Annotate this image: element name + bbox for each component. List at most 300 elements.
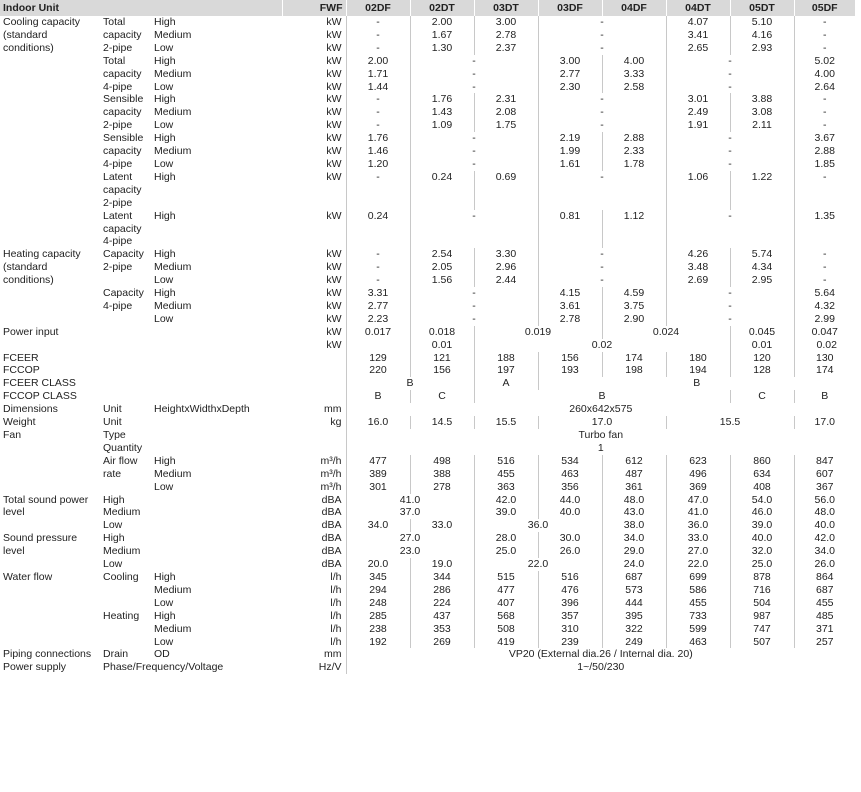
value-cell: 0.019 <box>474 326 602 339</box>
blank-cell <box>0 339 282 352</box>
value-cell: 407 <box>474 597 538 610</box>
value-cell: 38.0 <box>602 519 666 532</box>
value-cell: - <box>794 93 855 106</box>
unit-label: dBA <box>321 558 342 571</box>
unit-label: m³/h <box>320 467 342 480</box>
value-cell: 2.30 <box>538 81 602 94</box>
table-row <box>0 442 859 455</box>
unit-label: kW <box>326 274 342 287</box>
table-row <box>0 403 859 416</box>
table-row <box>0 377 859 390</box>
unit-label: kW <box>326 325 342 338</box>
level-label: Low <box>154 312 174 325</box>
value-cell: - <box>666 68 794 81</box>
table-row <box>0 494 859 507</box>
value-cell: 371 <box>794 623 855 636</box>
table-row <box>0 558 859 571</box>
table-row <box>0 429 859 442</box>
value-cell: 322 <box>602 623 666 636</box>
value-cell: 1.78 <box>602 158 666 171</box>
value-cell: 120 <box>730 352 794 365</box>
value-cell: 607 <box>794 468 855 481</box>
unit-label: kW <box>326 287 342 300</box>
value-cell: 3.75 <box>602 300 666 313</box>
latent-2pipe-label: Latent capacity 2-pipe <box>103 170 142 209</box>
value-cell: - <box>538 171 666 210</box>
value-cell: 0.02 <box>474 339 730 352</box>
value-cell: - <box>794 119 855 132</box>
fan-label: Fan <box>3 429 22 441</box>
value-cell: - <box>410 145 538 158</box>
value-cell: 42.0 <box>794 532 855 545</box>
value-cell: 573 <box>602 584 666 597</box>
table-row <box>0 93 859 106</box>
value-cell: 29.0 <box>602 545 666 558</box>
value-cell: 40.0 <box>794 519 855 532</box>
value-cell: 389 <box>346 468 410 481</box>
value-cell: 238 <box>346 623 410 636</box>
value-cell: 220 <box>346 364 410 377</box>
unit-label: m³/h <box>320 480 342 493</box>
value-cell: - <box>346 248 410 261</box>
model-header: 05DF <box>794 0 855 16</box>
value-cell: 40.0 <box>538 506 602 519</box>
value-cell: 0.047 <box>794 326 855 339</box>
level-label: High <box>154 170 176 183</box>
fwf-header: FWF <box>282 0 346 16</box>
value-cell: 3.08 <box>730 106 794 119</box>
value-cell: 477 <box>346 455 410 468</box>
value-cell: 41.0 <box>666 506 730 519</box>
level-label: High <box>154 570 176 583</box>
value-cell: - <box>794 16 855 29</box>
unit-label: kW <box>326 119 342 132</box>
value-cell: - <box>410 158 538 171</box>
value-cell: 496 <box>666 468 730 481</box>
unit-label: kW <box>326 145 342 158</box>
unit-label: kW <box>326 106 342 119</box>
unit-label: kW <box>326 209 342 222</box>
value-cell: - <box>346 106 410 119</box>
value-cell: 23.0 <box>346 545 474 558</box>
unit-label: kW <box>326 93 342 106</box>
header-row <box>0 0 859 16</box>
pfv-label: Phase/Frequency/Voltage <box>103 661 224 674</box>
value-cell: 2.11 <box>730 119 794 132</box>
value-cell: 2.88 <box>602 132 666 145</box>
value-cell: - <box>538 261 666 274</box>
value-cell: - <box>794 29 855 42</box>
value-cell: 14.5 <box>410 416 474 429</box>
value-cell: 3.48 <box>666 261 730 274</box>
value-cell: - <box>346 119 410 132</box>
unit-label: kW <box>326 248 342 261</box>
value-cell: 0.045 <box>730 326 794 339</box>
value-cell: 36.0 <box>474 519 602 532</box>
value-cell: 5.74 <box>730 248 794 261</box>
value-cell: 156 <box>538 352 602 365</box>
level-label: Low <box>154 80 174 93</box>
value-cell: - <box>794 274 855 287</box>
value-cell: 2.78 <box>474 29 538 42</box>
od-label: OD <box>154 648 170 661</box>
table-row <box>0 610 859 623</box>
value-cell: - <box>538 42 666 55</box>
heating-capacity-label: Heating capacity (standard conditions) <box>3 248 81 287</box>
value-cell: 437 <box>410 610 474 623</box>
value-cell: 878 <box>730 571 794 584</box>
level-label: High <box>154 609 176 622</box>
value-cell: 174 <box>794 364 855 377</box>
model-header: 05DT <box>730 0 794 16</box>
value-cell: 3.67 <box>794 132 855 145</box>
table-row <box>0 352 859 365</box>
value-cell: 3.33 <box>602 68 666 81</box>
value-cell: 56.0 <box>794 494 855 507</box>
sound-power-label: Total sound power level <box>3 493 89 519</box>
value-cell: 26.0 <box>538 545 602 558</box>
value-cell: 1.12 <box>602 210 666 249</box>
value-cell: 1.46 <box>346 145 410 158</box>
value-cell: 455 <box>474 468 538 481</box>
value-cell: 54.0 <box>730 494 794 507</box>
value-cell: 847 <box>794 455 855 468</box>
value-cell: 4.00 <box>602 55 666 68</box>
value-cell: 455 <box>794 597 855 610</box>
total-4pipe-label: Total capacity 4-pipe <box>103 54 142 93</box>
value-cell: 388 <box>410 468 474 481</box>
value-cell: 1.20 <box>346 158 410 171</box>
level-label: Low <box>103 558 123 571</box>
value-cell: 2.37 <box>474 42 538 55</box>
model-header: 04DF <box>602 0 666 16</box>
value-cell: 516 <box>474 455 538 468</box>
value-cell: 1~/50/230 <box>346 661 855 674</box>
value-cell: 129 <box>346 352 410 365</box>
value-cell: 22.0 <box>666 558 730 571</box>
value-cell: - <box>410 313 538 326</box>
latent-4pipe-label: Latent capacity 4-pipe <box>103 209 142 248</box>
value-cell: 534 <box>538 455 602 468</box>
value-cell: 1.22 <box>730 171 794 210</box>
value-cell: 634 <box>730 468 794 481</box>
value-cell: 25.0 <box>730 558 794 571</box>
value-cell: - <box>666 81 794 94</box>
value-cell: - <box>346 261 410 274</box>
value-cell: 0.024 <box>602 326 730 339</box>
value-cell: 27.0 <box>346 532 474 545</box>
level-label: High <box>154 132 176 145</box>
value-cell: - <box>538 16 666 29</box>
quantity-label: Quantity <box>103 441 143 454</box>
value-cell: Turbo fan <box>346 429 855 442</box>
unit-text: Unit <box>103 416 122 429</box>
value-cell: 188 <box>474 352 538 365</box>
value-cell: 5.64 <box>794 287 855 300</box>
value-cell: 198 <box>602 364 666 377</box>
value-cell: 27.0 <box>666 545 730 558</box>
table-row <box>0 416 859 429</box>
unit-label: dBA <box>321 493 342 506</box>
value-cell: 260x642x575 <box>346 403 855 416</box>
value-cell: 361 <box>602 481 666 494</box>
value-cell: 130 <box>794 352 855 365</box>
level-label: Low <box>154 41 174 54</box>
power-input-label: Power input <box>3 325 59 338</box>
value-cell: 1.30 <box>410 42 474 55</box>
level-label: Medium <box>103 506 141 519</box>
value-cell: 504 <box>730 597 794 610</box>
value-cell: 1.56 <box>410 274 474 287</box>
value-cell: 197 <box>474 364 538 377</box>
level-label: High <box>154 16 176 28</box>
value-cell: - <box>794 106 855 119</box>
table-row <box>0 287 859 300</box>
value-cell: 180 <box>666 352 730 365</box>
model-header: 04DT <box>666 0 730 16</box>
value-cell: 3.61 <box>538 300 602 313</box>
value-cell: 34.0 <box>346 519 410 532</box>
value-cell: 19.0 <box>410 558 474 571</box>
level-label: High <box>103 532 125 545</box>
unit-label: kW <box>326 170 342 183</box>
value-cell: 716 <box>730 584 794 597</box>
value-cell: 193 <box>538 364 602 377</box>
value-cell: 156 <box>410 364 474 377</box>
value-cell: 586 <box>666 584 730 597</box>
table-row <box>0 326 859 339</box>
value-cell: 22.0 <box>474 558 602 571</box>
value-cell: 4.07 <box>666 16 730 29</box>
value-cell: 1 <box>346 442 855 455</box>
value-cell: 1.35 <box>794 210 855 249</box>
value-cell: - <box>410 68 538 81</box>
value-cell: - <box>666 132 794 145</box>
value-cell: A <box>474 377 538 390</box>
value-cell: 455 <box>666 597 730 610</box>
level-label: Medium <box>103 545 141 558</box>
table-row <box>0 248 859 261</box>
table-row <box>0 661 859 674</box>
value-cell: 864 <box>794 571 855 584</box>
power-supply-label: Power supply <box>3 661 67 674</box>
value-cell: 2.05 <box>410 261 474 274</box>
value-cell: 257 <box>794 636 855 649</box>
value-cell: 1.06 <box>666 171 730 210</box>
value-cell: 612 <box>602 455 666 468</box>
value-cell: 1.71 <box>346 68 410 81</box>
unit-label: kW <box>326 28 342 41</box>
value-cell: 568 <box>474 610 538 623</box>
unit-label: dBA <box>321 506 342 519</box>
value-cell: 39.0 <box>730 519 794 532</box>
value-cell: 5.02 <box>794 55 855 68</box>
value-cell: 623 <box>666 455 730 468</box>
value-cell: 17.0 <box>538 416 666 429</box>
unit-label: kW <box>326 157 342 170</box>
indoor-unit-header: Indoor Unit <box>0 0 282 16</box>
value-cell: - <box>410 300 538 313</box>
table-row <box>0 506 859 519</box>
value-cell: 20.0 <box>346 558 410 571</box>
value-cell: 224 <box>410 597 474 610</box>
value-cell: 1.76 <box>346 132 410 145</box>
value-cell: 2.08 <box>474 106 538 119</box>
value-cell: 2.78 <box>538 313 602 326</box>
level-label: Medium <box>154 583 192 596</box>
level-label: Medium <box>154 261 192 274</box>
value-cell: 1.91 <box>666 119 730 132</box>
value-cell: 395 <box>602 610 666 623</box>
value-cell: 3.00 <box>474 16 538 29</box>
value-cell: - <box>794 171 855 210</box>
fceer-label: FCEER <box>3 351 39 364</box>
value-cell: 1.09 <box>410 119 474 132</box>
value-cell: - <box>346 29 410 42</box>
value-cell: 0.24 <box>346 210 410 249</box>
value-cell: - <box>346 16 410 29</box>
level-label: Low <box>154 274 174 287</box>
value-cell: 3.30 <box>474 248 538 261</box>
unit-label: kW <box>326 80 342 93</box>
weight-label: Weight <box>3 416 36 429</box>
unit-label: kg <box>330 416 342 429</box>
value-cell: B <box>794 390 855 403</box>
unit-label: kW <box>326 16 342 28</box>
value-cell: 33.0 <box>666 532 730 545</box>
value-cell: 1.67 <box>410 29 474 42</box>
table-row <box>0 571 859 584</box>
unit-label: kW <box>326 67 342 80</box>
value-cell: 17.0 <box>794 416 855 429</box>
value-cell: - <box>666 55 794 68</box>
value-cell: - <box>346 171 410 210</box>
unit-label: kW <box>326 261 342 274</box>
value-cell: 25.0 <box>474 545 538 558</box>
value-cell: 516 <box>538 571 602 584</box>
value-cell: 0.01 <box>730 339 794 352</box>
value-cell: 860 <box>730 455 794 468</box>
value-cell: 43.0 <box>602 506 666 519</box>
value-cell: B <box>346 390 410 403</box>
value-cell: 2.77 <box>346 300 410 313</box>
drain-label: Drain <box>103 648 129 661</box>
value-cell: 2.64 <box>794 81 855 94</box>
value-cell: 4.34 <box>730 261 794 274</box>
value-cell: - <box>410 132 538 145</box>
level-label: Low <box>154 596 174 609</box>
value-cell: 4.00 <box>794 68 855 81</box>
value-cell: 32.0 <box>730 545 794 558</box>
value-cell: 248 <box>346 597 410 610</box>
value-cell: 4.16 <box>730 29 794 42</box>
airflow-label: Air flow rate <box>103 454 138 480</box>
value-cell: 4.59 <box>602 287 666 300</box>
unit-label: dBA <box>321 532 342 545</box>
value-cell: - <box>666 210 794 249</box>
value-cell: 2.44 <box>474 274 538 287</box>
value-cell: - <box>410 81 538 94</box>
value-cell: 36.0 <box>666 519 730 532</box>
type-label: Type <box>103 429 126 441</box>
value-cell: 3.00 <box>538 55 602 68</box>
table-row <box>0 339 859 352</box>
value-cell: C <box>410 390 474 403</box>
value-cell: - <box>410 287 538 300</box>
value-cell: - <box>538 29 666 42</box>
value-cell: 1.43 <box>410 106 474 119</box>
value-cell: 128 <box>730 364 794 377</box>
value-cell: 2.33 <box>602 145 666 158</box>
value-cell: 0.018 <box>410 326 474 339</box>
value-cell: 2.00 <box>410 16 474 29</box>
table-row <box>0 55 859 68</box>
fccop-class-label: FCCOP CLASS <box>3 390 77 403</box>
value-cell: 3.41 <box>666 29 730 42</box>
level-label: Medium <box>154 299 192 312</box>
value-cell: 2.90 <box>602 313 666 326</box>
value-cell: 419 <box>474 636 538 649</box>
unit-label: l/h <box>330 583 342 596</box>
unit-text: Unit <box>103 403 122 416</box>
unit-label: l/h <box>330 570 342 583</box>
value-cell: 507 <box>730 636 794 649</box>
value-cell: 3.88 <box>730 93 794 106</box>
value-cell: 515 <box>474 571 538 584</box>
value-cell: C <box>730 390 794 403</box>
unit-label: kW <box>326 41 342 54</box>
piping-label: Piping connections <box>3 648 92 661</box>
unit-label: kW <box>326 312 342 325</box>
value-cell: 5.10 <box>730 16 794 29</box>
value-cell: - <box>666 313 794 326</box>
value-cell: - <box>538 93 666 106</box>
value-cell: 477 <box>474 584 538 597</box>
level-label: High <box>154 454 176 467</box>
value-cell: - <box>794 42 855 55</box>
unit-label: l/h <box>330 596 342 609</box>
value-cell: 0.01 <box>410 339 474 352</box>
value-cell: 408 <box>730 481 794 494</box>
value-cell: VP20 (External dia.26 / Internal dia. 20) <box>346 648 855 661</box>
value-cell: B <box>474 390 730 403</box>
unit-label: l/h <box>330 609 342 622</box>
unit-label: mm <box>324 403 342 416</box>
value-cell: - <box>538 119 666 132</box>
value-cell: - <box>410 55 538 68</box>
value-cell: B <box>538 377 855 390</box>
value-cell: 687 <box>602 571 666 584</box>
value-cell: 2.77 <box>538 68 602 81</box>
value-cell: 294 <box>346 584 410 597</box>
total-2pipe-label: Total capacity 2-pipe <box>103 16 142 54</box>
value-cell: 37.0 <box>346 506 474 519</box>
value-cell: 0.02 <box>794 339 859 352</box>
value-cell: 2.00 <box>346 55 410 68</box>
value-cell: 599 <box>666 623 730 636</box>
value-cell: 476 <box>538 584 602 597</box>
hwd-label: HeightxWidthxDepth <box>154 403 250 416</box>
value-cell: 16.0 <box>346 416 410 429</box>
level-label: Medium <box>154 106 192 119</box>
level-label: High <box>154 248 176 261</box>
level-label: Medium <box>154 622 192 635</box>
value-cell: 1.75 <box>474 119 538 132</box>
value-cell: 1.44 <box>346 81 410 94</box>
value-cell: - <box>666 145 794 158</box>
value-cell: 487 <box>602 468 666 481</box>
value-cell: 1.99 <box>538 145 602 158</box>
